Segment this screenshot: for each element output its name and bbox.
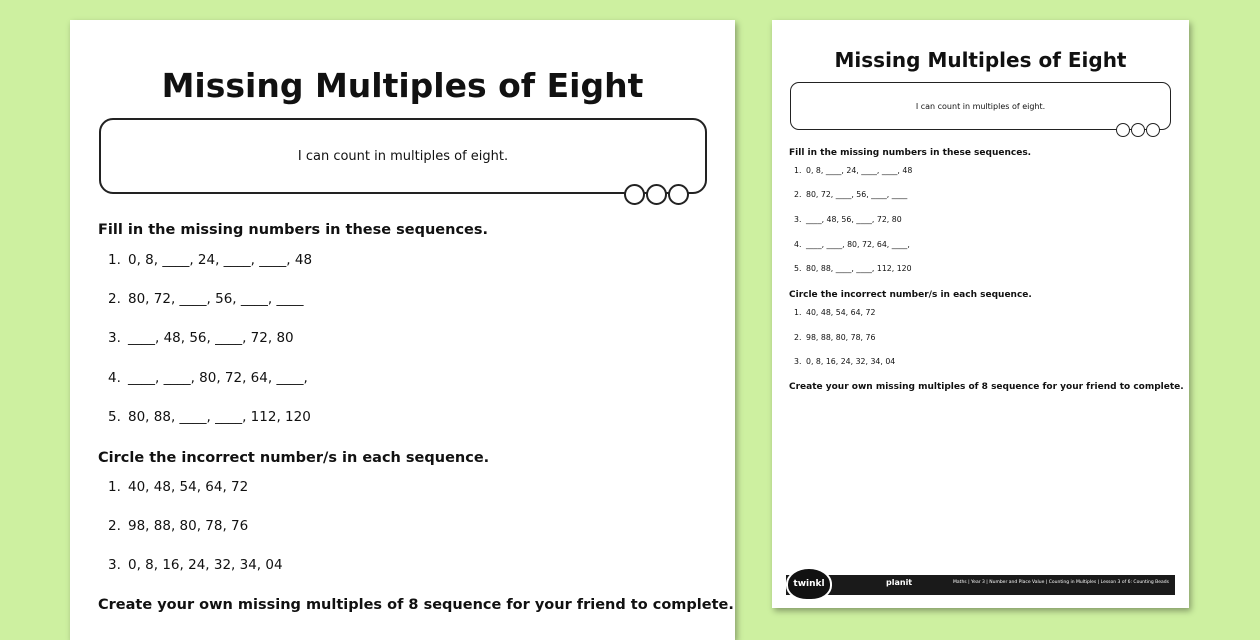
- item-text: 40, 48, 54, 64, 72: [128, 479, 249, 495]
- worksheet-page-large: [70, 20, 735, 640]
- item-number: 1.: [108, 252, 121, 268]
- item-text: 80, 88, ____, ____, 112, 120: [806, 264, 912, 273]
- item-text: ____, 48, 56, ____, 72, 80: [128, 330, 294, 346]
- list-item: [108, 291, 303, 307]
- list-item: [794, 308, 875, 317]
- objective-box: [99, 118, 707, 194]
- item-text: ____, 48, 56, ____, 72, 80: [806, 215, 902, 224]
- bead-decoration: [1115, 123, 1160, 137]
- list-item: [108, 518, 248, 534]
- item-number: 5.: [108, 409, 121, 425]
- planit-brand: planit: [886, 578, 913, 587]
- section3-heading: Create your own missing multiples of 8 sequence for your friend to complete.: [789, 382, 1184, 392]
- objective-text: I can count in multiples of eight.: [915, 101, 1046, 111]
- item-number: 1.: [794, 166, 802, 175]
- list-item: [794, 240, 910, 249]
- footer-info: Maths | Year 3 | Number and Place Value | Counting in Multiples | Lesson 3 of 6: Counting Beads: [953, 580, 1169, 585]
- list-item: [794, 166, 912, 175]
- item-text: 40, 48, 54, 64, 72: [806, 308, 876, 317]
- item-number: 5.: [794, 264, 802, 273]
- logo-text: twinkl: [793, 579, 825, 589]
- item-number: 1.: [794, 308, 802, 317]
- item-number: 4.: [108, 370, 121, 386]
- objective-box: [790, 82, 1171, 130]
- item-number: 2.: [108, 518, 121, 534]
- item-text: 0, 8, ____, 24, ____, ____, 48: [128, 252, 313, 268]
- item-text: 98, 88, 80, 78, 76: [128, 518, 249, 534]
- list-item: [108, 330, 294, 346]
- list-item: [108, 557, 283, 573]
- item-number: 4.: [794, 240, 802, 249]
- list-item: [108, 479, 248, 495]
- section2-heading: Circle the incorrect number/s in each sequence.: [789, 290, 1032, 300]
- objective-text: I can count in multiples of eight.: [297, 148, 509, 164]
- item-text: 80, 72, ____, 56, ____, ____: [806, 190, 908, 199]
- item-number: 3.: [108, 557, 121, 573]
- item-text: ____, ____, 80, 72, 64, ____,: [806, 240, 910, 249]
- page-title: Missing Multiples of Eight: [161, 66, 644, 105]
- twinkl-logo-icon: [786, 567, 832, 601]
- bead-icon: [646, 184, 667, 205]
- item-number: 3.: [794, 215, 802, 224]
- section1-heading: Fill in the missing numbers in these sequences.: [789, 148, 1032, 158]
- list-item: [108, 370, 308, 386]
- item-text: 80, 88, ____, ____, 112, 120: [128, 409, 311, 425]
- list-item: [108, 409, 311, 425]
- item-text: 0, 8, ____, 24, ____, ____, 48: [806, 166, 913, 175]
- bead-icon: [1146, 123, 1160, 137]
- item-text: 80, 72, ____, 56, ____, ____: [128, 291, 304, 307]
- item-text: ____, ____, 80, 72, 64, ____,: [128, 370, 308, 386]
- item-number: 3.: [108, 330, 121, 346]
- item-number: 3.: [794, 357, 802, 366]
- item-text: 0, 8, 16, 24, 32, 34, 04: [806, 357, 896, 366]
- list-item: [794, 357, 895, 366]
- bead-icon: [1131, 123, 1145, 137]
- bead-icon: [624, 184, 645, 205]
- bead-icon: [1116, 123, 1130, 137]
- item-text: 0, 8, 16, 24, 32, 34, 04: [128, 557, 283, 573]
- bead-decoration: [623, 184, 689, 205]
- section2-heading: Circle the incorrect number/s in each sequence.: [98, 450, 490, 466]
- list-item: [108, 252, 312, 268]
- worksheet-page-small: [772, 20, 1189, 608]
- item-number: 1.: [108, 479, 121, 495]
- page-title: Missing Multiples of Eight: [834, 48, 1127, 72]
- section3-heading: Create your own missing multiples of 8 sequence for your friend to complete.: [98, 597, 734, 613]
- footer-bar: [786, 575, 1175, 595]
- item-number: 2.: [794, 333, 802, 342]
- section1-heading: Fill in the missing numbers in these sequences.: [98, 222, 489, 238]
- list-item: [794, 190, 907, 199]
- bead-icon: [668, 184, 689, 205]
- list-item: [794, 333, 875, 342]
- item-number: 2.: [794, 190, 802, 199]
- item-number: 2.: [108, 291, 121, 307]
- list-item: [794, 264, 912, 273]
- item-text: 98, 88, 80, 78, 76: [806, 333, 876, 342]
- list-item: [794, 215, 902, 224]
